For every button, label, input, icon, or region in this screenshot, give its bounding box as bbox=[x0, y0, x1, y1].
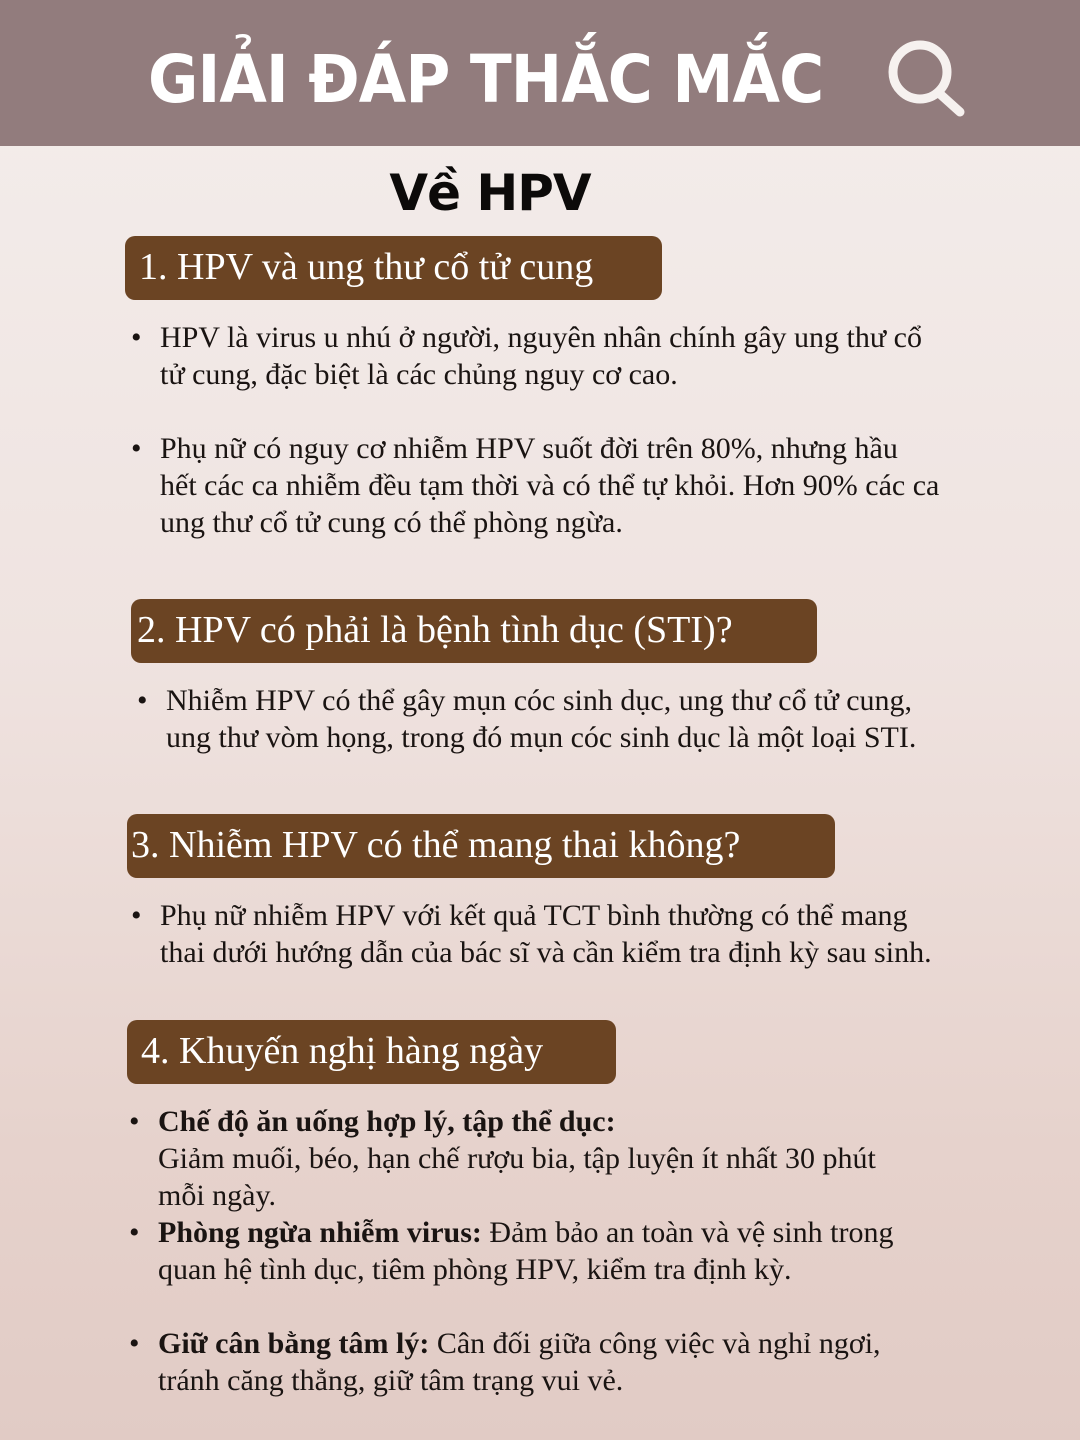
bullet-dot: • bbox=[129, 1105, 140, 1138]
bullet-dot: • bbox=[129, 1216, 140, 1249]
bullet-dot: • bbox=[131, 899, 142, 932]
section-4-label: 4. Khuyến nghị hàng ngày bbox=[127, 1020, 616, 1084]
section-2-bullet-1: • Nhiễm HPV có thể gây mụn cóc sinh dục, ung thư cổ tử cung, ung thư vòm họng, trong đó mụn cóc sinh dục là một loại STI. bbox=[137, 684, 917, 754]
page-title: GIẢI ĐÁP THẮC MẮC bbox=[148, 41, 824, 118]
section-1-label: 1. HPV và ung thư cổ tử cung bbox=[125, 236, 662, 300]
bullet-dot: • bbox=[131, 321, 142, 354]
subtitle: Về HPV bbox=[389, 164, 591, 222]
header-banner bbox=[0, 0, 1080, 146]
section-3-bullet-1: • Phụ nữ nhiễm HPV với kết quả TCT bình thường có thể mang thai dưới hướng dẫn của bác sĩ và cần kiểm tra định kỳ sau sinh. bbox=[131, 899, 932, 969]
bullet-dot: • bbox=[131, 432, 142, 465]
section-4-bullet-1: • Chế độ ăn uống hợp lý, tập thể dục: Giảm muối, béo, hạn chế rượu bia, tập luyện ít nhất 30 phút mỗi ngày. bbox=[129, 1105, 876, 1212]
bullet-heading: Chế độ ăn uống hợp lý, tập thể dục: bbox=[158, 1105, 616, 1138]
bullet-heading: Giữ cân bằng tâm lý: bbox=[158, 1327, 430, 1360]
section-1-bullet-1: • HPV là virus u nhú ở người, nguyên nhân chính gây ung thư cổ tử cung, đặc biệt là các chủng nguy cơ cao. bbox=[131, 321, 922, 391]
bullet-dot: • bbox=[137, 684, 148, 717]
search-icon bbox=[884, 36, 970, 118]
section-4-bullet-2: • Phòng ngừa nhiễm virus: Đảm bảo an toàn và vệ sinh trong quan hệ tình dục, tiêm phòng HPV, kiểm tra định kỳ. bbox=[129, 1216, 894, 1286]
bullet-dot: • bbox=[129, 1327, 140, 1360]
bullet-heading: Phòng ngừa nhiễm virus: bbox=[158, 1216, 482, 1249]
section-3-label: 3. Nhiễm HPV có thể mang thai không? bbox=[127, 814, 835, 878]
section-4-bullet-3: • Giữ cân bằng tâm lý: Cân đối giữa công việc và nghỉ ngơi, tránh căng thẳng, giữ tâm trạng vui vẻ. bbox=[129, 1327, 881, 1397]
section-1-bullet-2: • Phụ nữ có nguy cơ nhiễm HPV suốt đời trên 80%, nhưng hầu hết các ca nhiễm đều tạm thời và có thể tự khỏi. Hơn 90% các ca ung thư cổ tử cung có thể phòng ngừa. bbox=[131, 432, 940, 539]
section-2-label: 2. HPV có phải là bệnh tình dục (STI)? bbox=[131, 599, 817, 663]
